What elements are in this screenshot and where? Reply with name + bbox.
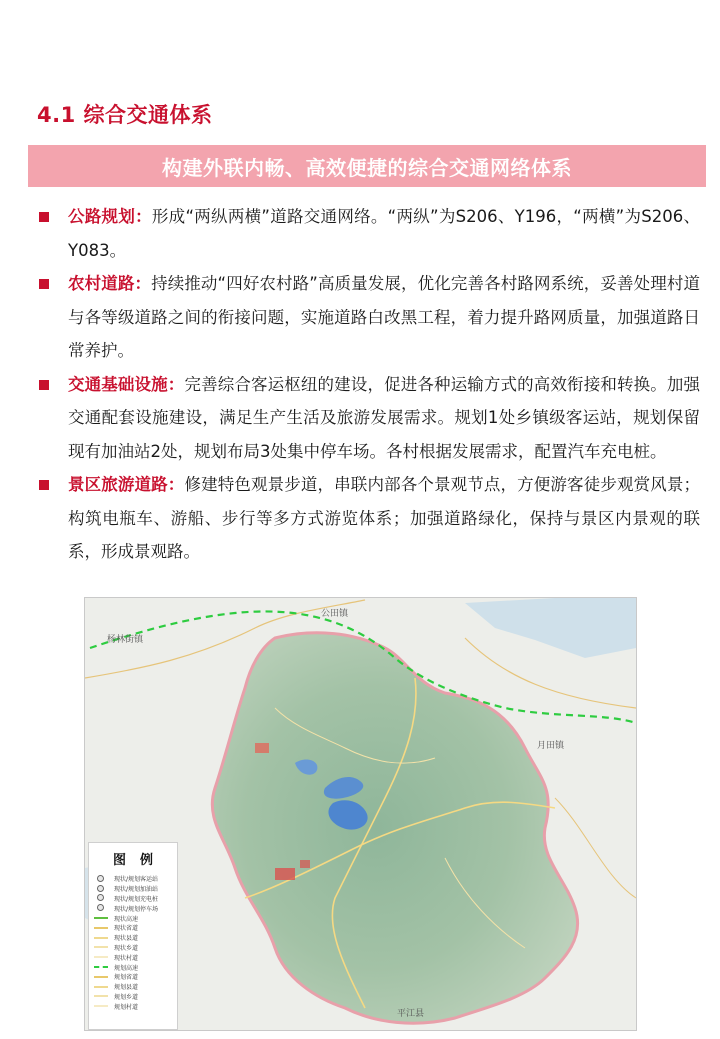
item-highway-planning: [36, 200, 700, 267]
legend-row: [89, 1001, 177, 1011]
item-label: 景区旅游道路：: [68, 475, 185, 494]
legend-list: [89, 874, 177, 1011]
facility-symbol-icon: [94, 904, 108, 912]
legend-label: 规划村道: [114, 1003, 139, 1011]
legend-row: [89, 913, 177, 923]
township-boundary: [212, 633, 577, 1023]
legend-label: 规划省道: [114, 974, 139, 982]
legend-row: [89, 982, 177, 992]
legend-row: [89, 894, 177, 904]
settlement-1: [255, 743, 269, 753]
legend-title: 图例: [112, 853, 167, 868]
road-line-icon: [94, 992, 108, 1000]
legend-row: [89, 933, 177, 943]
legend-row: [89, 962, 177, 972]
item-text: 完善综合客运枢纽的建设，促进各种运输方式的高效衔接和转换。加强交通配套设施建设，满足生产生活及旅游发展需求。规划1处乡镇级客运站，规划保留现有加油站2处，规划布局3处集中停车场。各村根据发展需求，配置汽车充电桩。: [68, 374, 701, 461]
road-line-icon: [94, 1002, 108, 1010]
legend-row: [89, 943, 177, 953]
road-line-icon: [94, 924, 108, 932]
road-line-icon: [94, 934, 108, 942]
settlement-3: [300, 860, 310, 868]
square-bullet-icon: [39, 212, 49, 222]
square-bullet-icon: [39, 480, 49, 490]
road-east: [555, 798, 636, 898]
item-label: 公路规划：: [68, 207, 152, 226]
legend-label: 现状/规划停车场: [114, 905, 159, 913]
legend-row: [89, 972, 177, 982]
road-line-icon: [94, 914, 108, 922]
legend-label: 现状/规划充电桩: [114, 895, 159, 903]
facility-symbol-icon: [94, 894, 108, 902]
road-line-icon: [94, 983, 108, 991]
road-line-icon: [94, 973, 108, 981]
item-text: 修建特色观景步道，串联内部各个景观节点，方便游客徒步观赏风景；构筑电瓶车、游船、步行等多方式游览体系；加强道路绿化，保持与景区内景观的联系，形成景观路。: [68, 475, 701, 561]
facility-symbol-icon: [94, 885, 108, 893]
item-label: 农村道路：: [68, 274, 152, 293]
place-label-northwest: 杨林街镇: [107, 635, 144, 645]
road-line-icon: [94, 953, 108, 961]
legend-row: [89, 903, 177, 913]
item-label: 交通基础设施：: [68, 374, 185, 394]
legend-row: [89, 992, 177, 1002]
legend-label: 现状村道: [114, 954, 139, 962]
facility-symbol-icon: [94, 875, 108, 883]
place-label-north: 公田镇: [321, 609, 349, 619]
legend-label: 现状乡道: [114, 944, 139, 952]
item-text: 形成“两纵两横”道路交通网络。“两纵”为S206、Y196，“两横”为S206、Y083。: [68, 207, 701, 260]
place-label-east: 月田镇: [537, 741, 565, 751]
legend-row: [89, 952, 177, 962]
legend-label: 现状/规划加油站: [114, 886, 159, 894]
place-label-south: 平江县: [397, 1009, 425, 1019]
legend-label: 规划乡道: [114, 993, 139, 1001]
square-bullet-icon: [39, 380, 49, 390]
item-text: 持续推动“四好农村路”高质量发展，优化完善各村路网系统，妥善处理村道与各等级道路之间的衔接问题，实施道路白改黑工程，着力提升路网质量，加强道路日常养护。: [68, 274, 700, 360]
legend-label: 现状/规划客运站: [114, 876, 159, 884]
legend-row: [89, 923, 177, 933]
legend-label: 现状高速: [114, 915, 139, 923]
legend-label: 规划县道: [114, 984, 139, 992]
legend-row: [89, 884, 177, 894]
road-line-icon: [94, 943, 108, 951]
settlement-2: [275, 868, 295, 880]
section-number: 4.1: [37, 103, 76, 127]
reservoir-northeast: [465, 598, 636, 658]
item-scenic-roads: [36, 468, 700, 569]
legend-row: [89, 874, 177, 884]
legend-label: 现状省道: [114, 925, 139, 933]
section-title-text: 综合交通体系: [83, 103, 213, 127]
legend-label: 现状县道: [114, 935, 139, 943]
section-banner: [28, 145, 706, 187]
square-bullet-icon: [39, 279, 49, 289]
section-title: [37, 99, 213, 129]
map-legend: [88, 842, 178, 1030]
item-rural-roads: [36, 267, 700, 368]
planning-items: [36, 200, 700, 569]
legend-label: 规划高速: [114, 964, 139, 972]
item-transport-infrastructure: [36, 368, 700, 469]
banner-text: 构建外联内畅、高效便捷的综合交通网络体系: [162, 155, 572, 180]
road-line-icon: [94, 963, 108, 971]
